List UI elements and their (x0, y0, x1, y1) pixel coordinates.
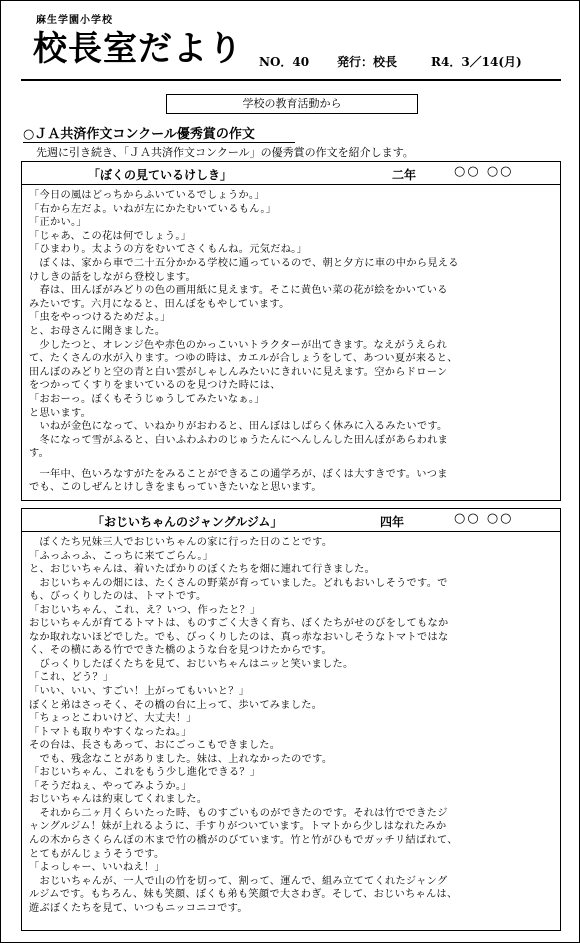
masthead-title: 校長室だより (33, 29, 243, 69)
essay-body (29, 189, 554, 495)
essay-title: 「おじいちゃんのジャングルジム」 (92, 515, 283, 529)
school-name: 麻生学園小学校 (36, 15, 113, 26)
essay-line: みたいです。六月になると、田んぼをもやしています。 (29, 298, 290, 310)
essay-line: 「おじいちゃん、これ、え？いつ、作ったと？」 (29, 604, 261, 616)
essay-line: 「今日の風はどっちからふいているでしょうか。」 (29, 190, 265, 201)
essay-line: けしきの話をしながら登校します。 (29, 271, 196, 283)
essay-line: 「そうだねぇ、やってみようか。」 (29, 780, 192, 792)
essay-header (22, 509, 560, 532)
essay-line: ャングルジム！妹が上れるように、手すりがついています。トマトから少しはなれたみか (29, 821, 447, 833)
essay-line: 一年中、色いろなすがたをみることができるこの通学ろが、ぼくは大すきです。いつま (29, 468, 448, 480)
essay-body (29, 536, 554, 915)
essay-author: ○○ ○○ (454, 511, 514, 526)
essay-line: 冬になって雪がふると、白いふわふわのじゅうたんにへんしんした田んぼがあらわれま (29, 434, 449, 446)
essay-line: す。 (29, 448, 50, 460)
essay-line: く、その横にある竹でできた橋のような台を見つけたからです。 (29, 645, 333, 657)
essay-line: その台は、長さもあって、おにごっこもできました。 (29, 740, 281, 752)
essay-author: ○○ ○○ (454, 164, 514, 179)
essay-line: 田んぼのみどりと空の青と白い雲がしゃしんみたいにきれいに見えます。空からドローン (29, 366, 448, 378)
essay-line: んの木からさくらんぼの木まで竹の橋がのびています。竹と竹がひもでガッチリ結ばれて、 (29, 835, 458, 847)
essay-line: でも、このしぜんとけしきをまもっていきたいなと思います。 (29, 482, 322, 494)
essay-line: ぼくたち兄妹三人でおじいちゃんの家に行った日のことです。 (29, 537, 333, 548)
essay-line: ぼくと弟はさっそく、その橋の台に上って、歩いてみました。 (29, 699, 323, 711)
essay-line: 「いい、いい、すごい！上がってもいいと？」 (29, 686, 250, 698)
section-tag: 学校の教育活動から (166, 94, 418, 114)
essay-line: をつかってくすりをまいているのを見つけた時には、 (29, 380, 281, 392)
essay-line: 「おおーっ。ぼくもそうじゅうしてみたいなぁ。」 (29, 393, 265, 405)
essay-line: 「右から左だよ。いねが左にかたむいているもん。」 (29, 203, 277, 215)
essay-line: 「ふっふっふ、こっちに来てごらん。」 (29, 550, 214, 562)
essay-line: それから二ヶ月くらいたった時、ものすごいものができたのです。それは竹でできたジ (29, 807, 448, 819)
essay-line: 「よっしゃー、いいねえ！」 (29, 862, 165, 874)
essay-line: 「正かい。」 (29, 217, 87, 229)
essay-line: 「ひまわり。太ようの方をむいてさくもんね。元気だね。」 (29, 244, 308, 256)
essay-line: 「じゃあ、この花は何でしょう。」 (29, 230, 192, 242)
essay-grade: 四年 (380, 515, 405, 529)
essay-line: と思います。 (29, 407, 92, 419)
essay-line: 「虫をやっつけるためだよ。」 (29, 312, 171, 324)
essay-line: 少したつと、オレンジ色や赤色のかっこいいトラクターが出てきます。なえがうえられ (29, 339, 447, 351)
essay-line: でも、残念なことがありました。妹は、上れなかったのです。 (29, 753, 333, 765)
essay-line: おじいちゃんは約束してくれました。 (29, 794, 208, 806)
essay-line: も、びっくりしたのは、トマトです。 (29, 591, 207, 603)
essay-line: と、お母さんに聞きました。 (29, 325, 166, 337)
essay-line: いねが金色になって、いねかりがおわると、田んぼはしばらく休みに入るみたいです。 (29, 421, 448, 433)
issue-date: R4．3／14(月) (431, 55, 522, 69)
header-rule (21, 79, 561, 81)
essay-line: おじいちゃんが育てるトマトは、ものすごく大きく育ち、ぼくたちがせのびをしてもなか (29, 618, 449, 630)
essay-line: びっくりしたぼくたちを見て、おじいちゃんはニッと笑いました。 (29, 658, 354, 670)
essay-header (22, 162, 560, 185)
essay-line: 「トマトも取りやすくなったね。」 (29, 726, 192, 738)
issue-number: NO．40 (259, 55, 310, 69)
publisher: 発行：校長 (337, 55, 398, 69)
essay-line: て、たくさんの水が入ります。つゆの時は、カエルが合しょうをして、あつい夏が来ると、 (29, 353, 458, 365)
essay-line: 「ちょっとこわいけど、大丈夫！」 (29, 713, 197, 725)
essay-line: 「おじいちゃん、これをもう少し進化できる？」 (29, 767, 261, 779)
essay-grade: 二年 (392, 168, 417, 182)
section-title: ○ＪＡ共済作文コンクール優秀賞の作文 (23, 123, 295, 143)
intro-text: 先週に引き続き、「ＪＡ共済作文コンクール」の優秀賞の作文を紹介します。 (36, 146, 414, 159)
essay-box-1 (21, 161, 561, 501)
essay-line: なか取れないほどでした。でも、びっくりしたのは、真っ赤なおいしそうなトマトではな (29, 631, 449, 643)
essay-line: 遊ぶぼくたちを見て、いつもニッコニコです。 (29, 902, 248, 914)
essay-line (29, 461, 554, 468)
essay-line: ぼくは、家から車で二十五分かかる学校に通っているので、朝と夕方に車の中から見える (29, 257, 459, 269)
essay-line: おじいちゃんの畑には、たくさんの野菜が育っていました。どれもおいしそうです。で (29, 577, 448, 589)
essay-line: とてもがんじょうそうです。 (29, 848, 165, 860)
essay-box-2 (21, 508, 561, 931)
essay-line: 春は、田んぼがみどりの色の画用紙に見えます。そこに黄色い菜の花が絵をかいている (29, 285, 448, 297)
essay-line: おじいちゃんが、一人で山の竹を切って、割って、運んで、組み立ててくれたジャング (29, 875, 448, 887)
essay-line: と、おじいちゃんは、着いたばかりのぼくたちを畑に連れて行きました。 (29, 564, 376, 576)
essay-line: ルジムです。もちろん、妹も笑顔、ぼくも弟も笑顔で大さわぎ。そして、おじいちゃんは、 (29, 889, 458, 901)
essay-line: 「これ、どう？」 (29, 672, 114, 684)
essay-title: 「ぼくの見ているけしき」 (88, 168, 233, 182)
